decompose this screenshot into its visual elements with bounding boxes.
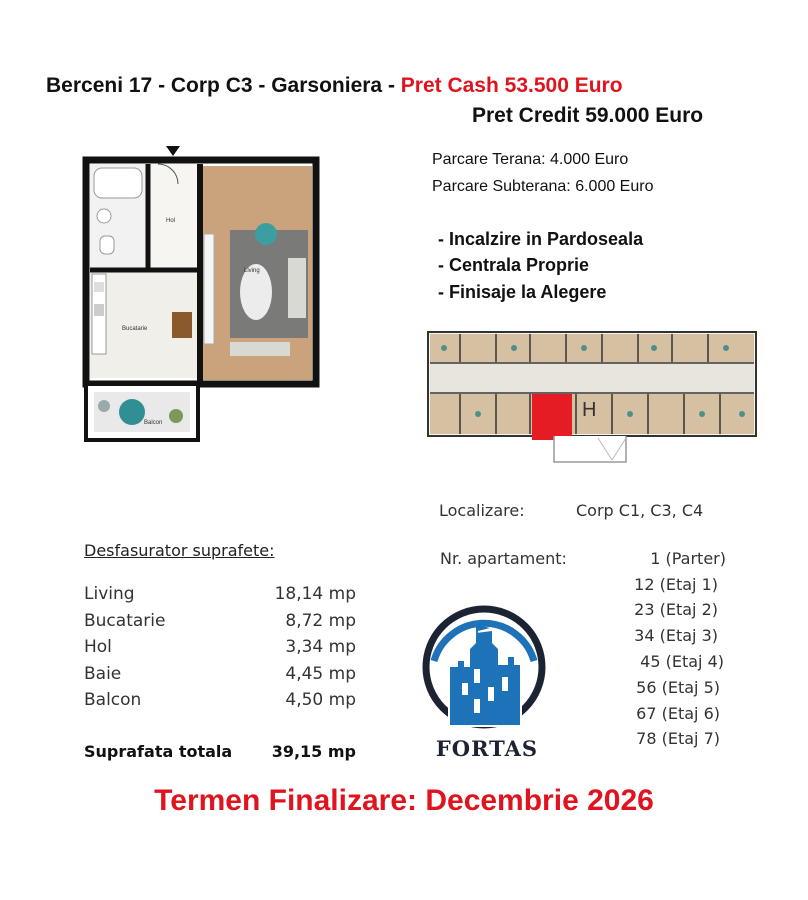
- feature-boiler: - Centrala Proprie: [438, 255, 590, 275]
- surface-value: 18,14 mp: [274, 584, 356, 604]
- location-value: Corp C1, C3, C4: [576, 501, 704, 520]
- apartment-number: 56 (Etaj 5): [636, 678, 720, 697]
- surface-name: Balcon: [84, 690, 142, 710]
- surface-row: [84, 584, 356, 604]
- feature-heating: - Incalzire in Pardoseala: [438, 229, 644, 249]
- surface-value: 3,34 mp: [285, 637, 356, 657]
- surface-name: Baie: [84, 664, 122, 684]
- apartment-floor-plan: [80, 144, 320, 444]
- plan-label-balcon: Balcon: [144, 420, 163, 426]
- title-text: Berceni 17 - Corp C3 - Garsoniera -: [46, 74, 401, 97]
- brand-name: FORTAS: [435, 736, 539, 761]
- fortas-logo-icon: [418, 603, 552, 733]
- surface-row: [84, 664, 356, 684]
- plan-label-bucatarie: Bucatarie: [122, 326, 148, 332]
- apartment-number: 12 (Etaj 1): [634, 575, 718, 594]
- apartment-number: 78 (Etaj 7): [636, 729, 720, 748]
- apartment-number: 1 (Parter): [650, 549, 726, 568]
- listing-title: [46, 74, 623, 98]
- entrance-marker-icon: [166, 146, 180, 156]
- surface-row: [84, 690, 356, 710]
- svg-text:H: H: [582, 399, 597, 421]
- surface-name: Living: [84, 584, 135, 604]
- location-label: Localizare:: [439, 501, 525, 520]
- plan-label-hol: Hol: [166, 218, 176, 224]
- surface-value: 8,72 mp: [285, 611, 356, 631]
- completion-deadline: Termen Finalizare: Decembrie 2026: [154, 784, 654, 817]
- apartment-label: Nr. apartament:: [440, 549, 567, 568]
- surface-value: 4,50 mp: [285, 690, 356, 710]
- parking-ground-price: Parcare Terana: 4.000 Euro: [432, 151, 629, 168]
- cash-price: Pret Cash 53.500 Euro: [400, 74, 623, 97]
- surface-value: 4,45 mp: [285, 664, 356, 684]
- apartment-number: 67 (Etaj 6): [636, 704, 720, 723]
- surface-total-row: [84, 742, 356, 761]
- building-floor-plan: [426, 330, 758, 470]
- highlighted-unit: [532, 394, 572, 440]
- surface-total-label: Suprafata totala: [84, 742, 233, 761]
- surface-name: Bucatarie: [84, 611, 166, 631]
- feature-finishes: - Finisaje la Alegere: [438, 282, 607, 302]
- surface-row: [84, 611, 356, 631]
- parking-underground-price: Parcare Subterana: 6.000 Euro: [432, 178, 654, 195]
- apartment-number: 34 (Etaj 3): [634, 626, 718, 645]
- credit-price: Pret Credit 59.000 Euro: [472, 104, 704, 127]
- apartment-number: 45 (Etaj 4): [640, 652, 724, 671]
- surface-name: Hol: [84, 637, 112, 657]
- surface-total-value: 39,15 mp: [271, 742, 356, 761]
- surface-row: [84, 637, 356, 657]
- surfaces-heading: Desfasurator suprafete:: [84, 541, 275, 560]
- apartment-number: 23 (Etaj 2): [634, 600, 718, 619]
- plan-label-living: Living: [244, 268, 260, 274]
